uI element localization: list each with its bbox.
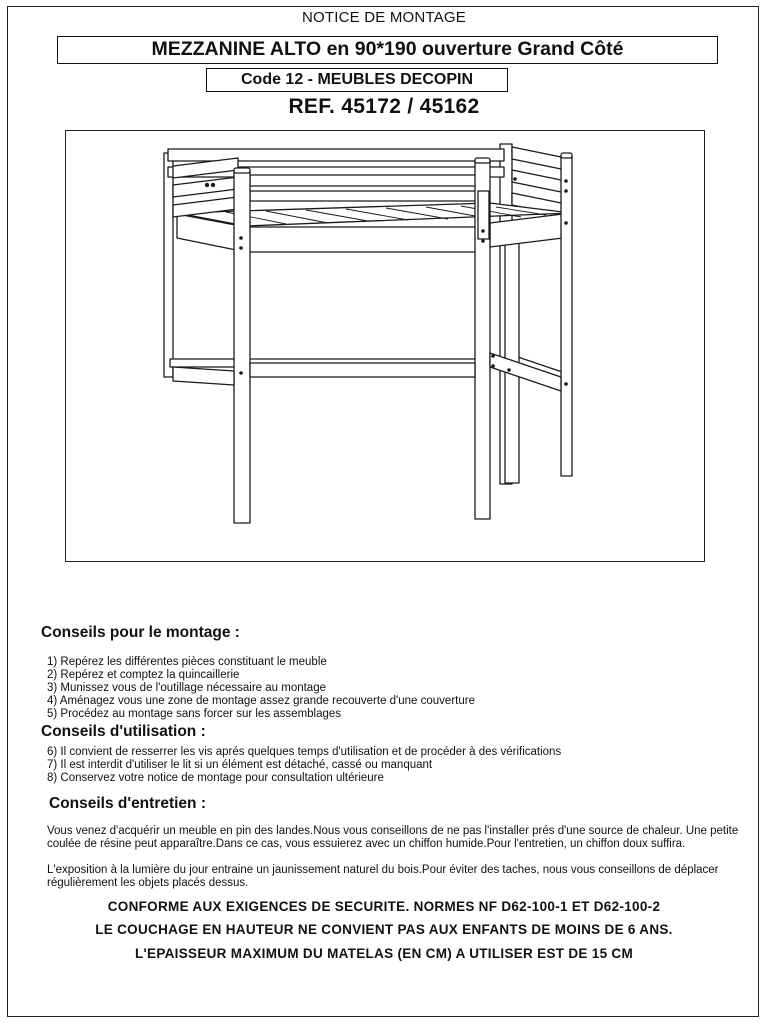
list-item: 5) Procédez au montage sans forcer sur les assemblages — [47, 708, 342, 720]
product-illustration-frame — [65, 130, 705, 562]
maintenance-paragraph-wood: Vous venez d'acquérir un meuble en pin des landes.Nous vous conseillons de ne pas l'installer prés d'une source de chaleur. Une petite coulée de résine peut apparaître.Dans ce cas, vous essuierez avec un chiffon humide.Pour l'entretien, un chiffon doux suffira. — [47, 825, 739, 850]
safety-standards-notice: CONFORME AUX EXIGENCES DE SECURITE. NORMES NF D62-100-1 ET D62-100-2 — [107, 899, 661, 914]
list-item: 8) Conservez votre notice de montage pour consultation ultérieure — [47, 772, 384, 784]
list-item: 3) Munissez vous de l'outillage nécessaire au montage — [47, 682, 326, 694]
list-item: 1) Repérez les différentes pièces constituant le meuble — [47, 656, 327, 668]
list-item: 2) Repérez et comptez la quincaillerie — [47, 669, 240, 681]
age-warning-notice: LE COUCHAGE EN HAUTEUR NE CONVIENT PAS AUX ENFANTS DE MOINS DE 6 ANS. — [95, 922, 673, 937]
usage-advice-heading: Conseils d'utilisation : — [41, 723, 206, 740]
maintenance-advice-heading: Conseils d'entretien : — [49, 795, 206, 812]
product-reference: REF. 45172 / 45162 — [288, 95, 480, 118]
loft-bed-drawing — [66, 131, 706, 563]
usage-advice-list — [47, 746, 561, 785]
mattress-thickness-notice: L'EPAISSEUR MAXIMUM DU MATELAS (EN CM) A UTILISER EST DE 15 CM — [134, 946, 634, 961]
document-type-label: NOTICE DE MONTAGE — [302, 9, 466, 26]
list-item: 4) Aménagez vous une zone de montage assez grande recouverte d'une couverture — [47, 695, 475, 707]
list-item: 7) Il est interdit d'utiliser le lit si un élément est détaché, cassé ou manquant — [47, 759, 433, 771]
supplier-code: Code 12 - MEUBLES DECOPIN — [206, 68, 508, 92]
product-title: MEZZANINE ALTO en 90*190 ouverture Grand Côté — [57, 36, 718, 64]
assembly-advice-list — [47, 656, 475, 721]
maintenance-paragraph-light: L'exposition à la lumière du jour entraine un jaunissement naturel du bois.Pour éviter des taches, nous vous conseillons de déplacer régulièrement les objets placés dessus. — [47, 864, 719, 889]
list-item: 6) Il convient de resserrer les vis aprés quelques temps d'utilisation et de procéder à des vérifications — [47, 746, 562, 758]
assembly-advice-heading: Conseils pour le montage : — [41, 624, 240, 641]
